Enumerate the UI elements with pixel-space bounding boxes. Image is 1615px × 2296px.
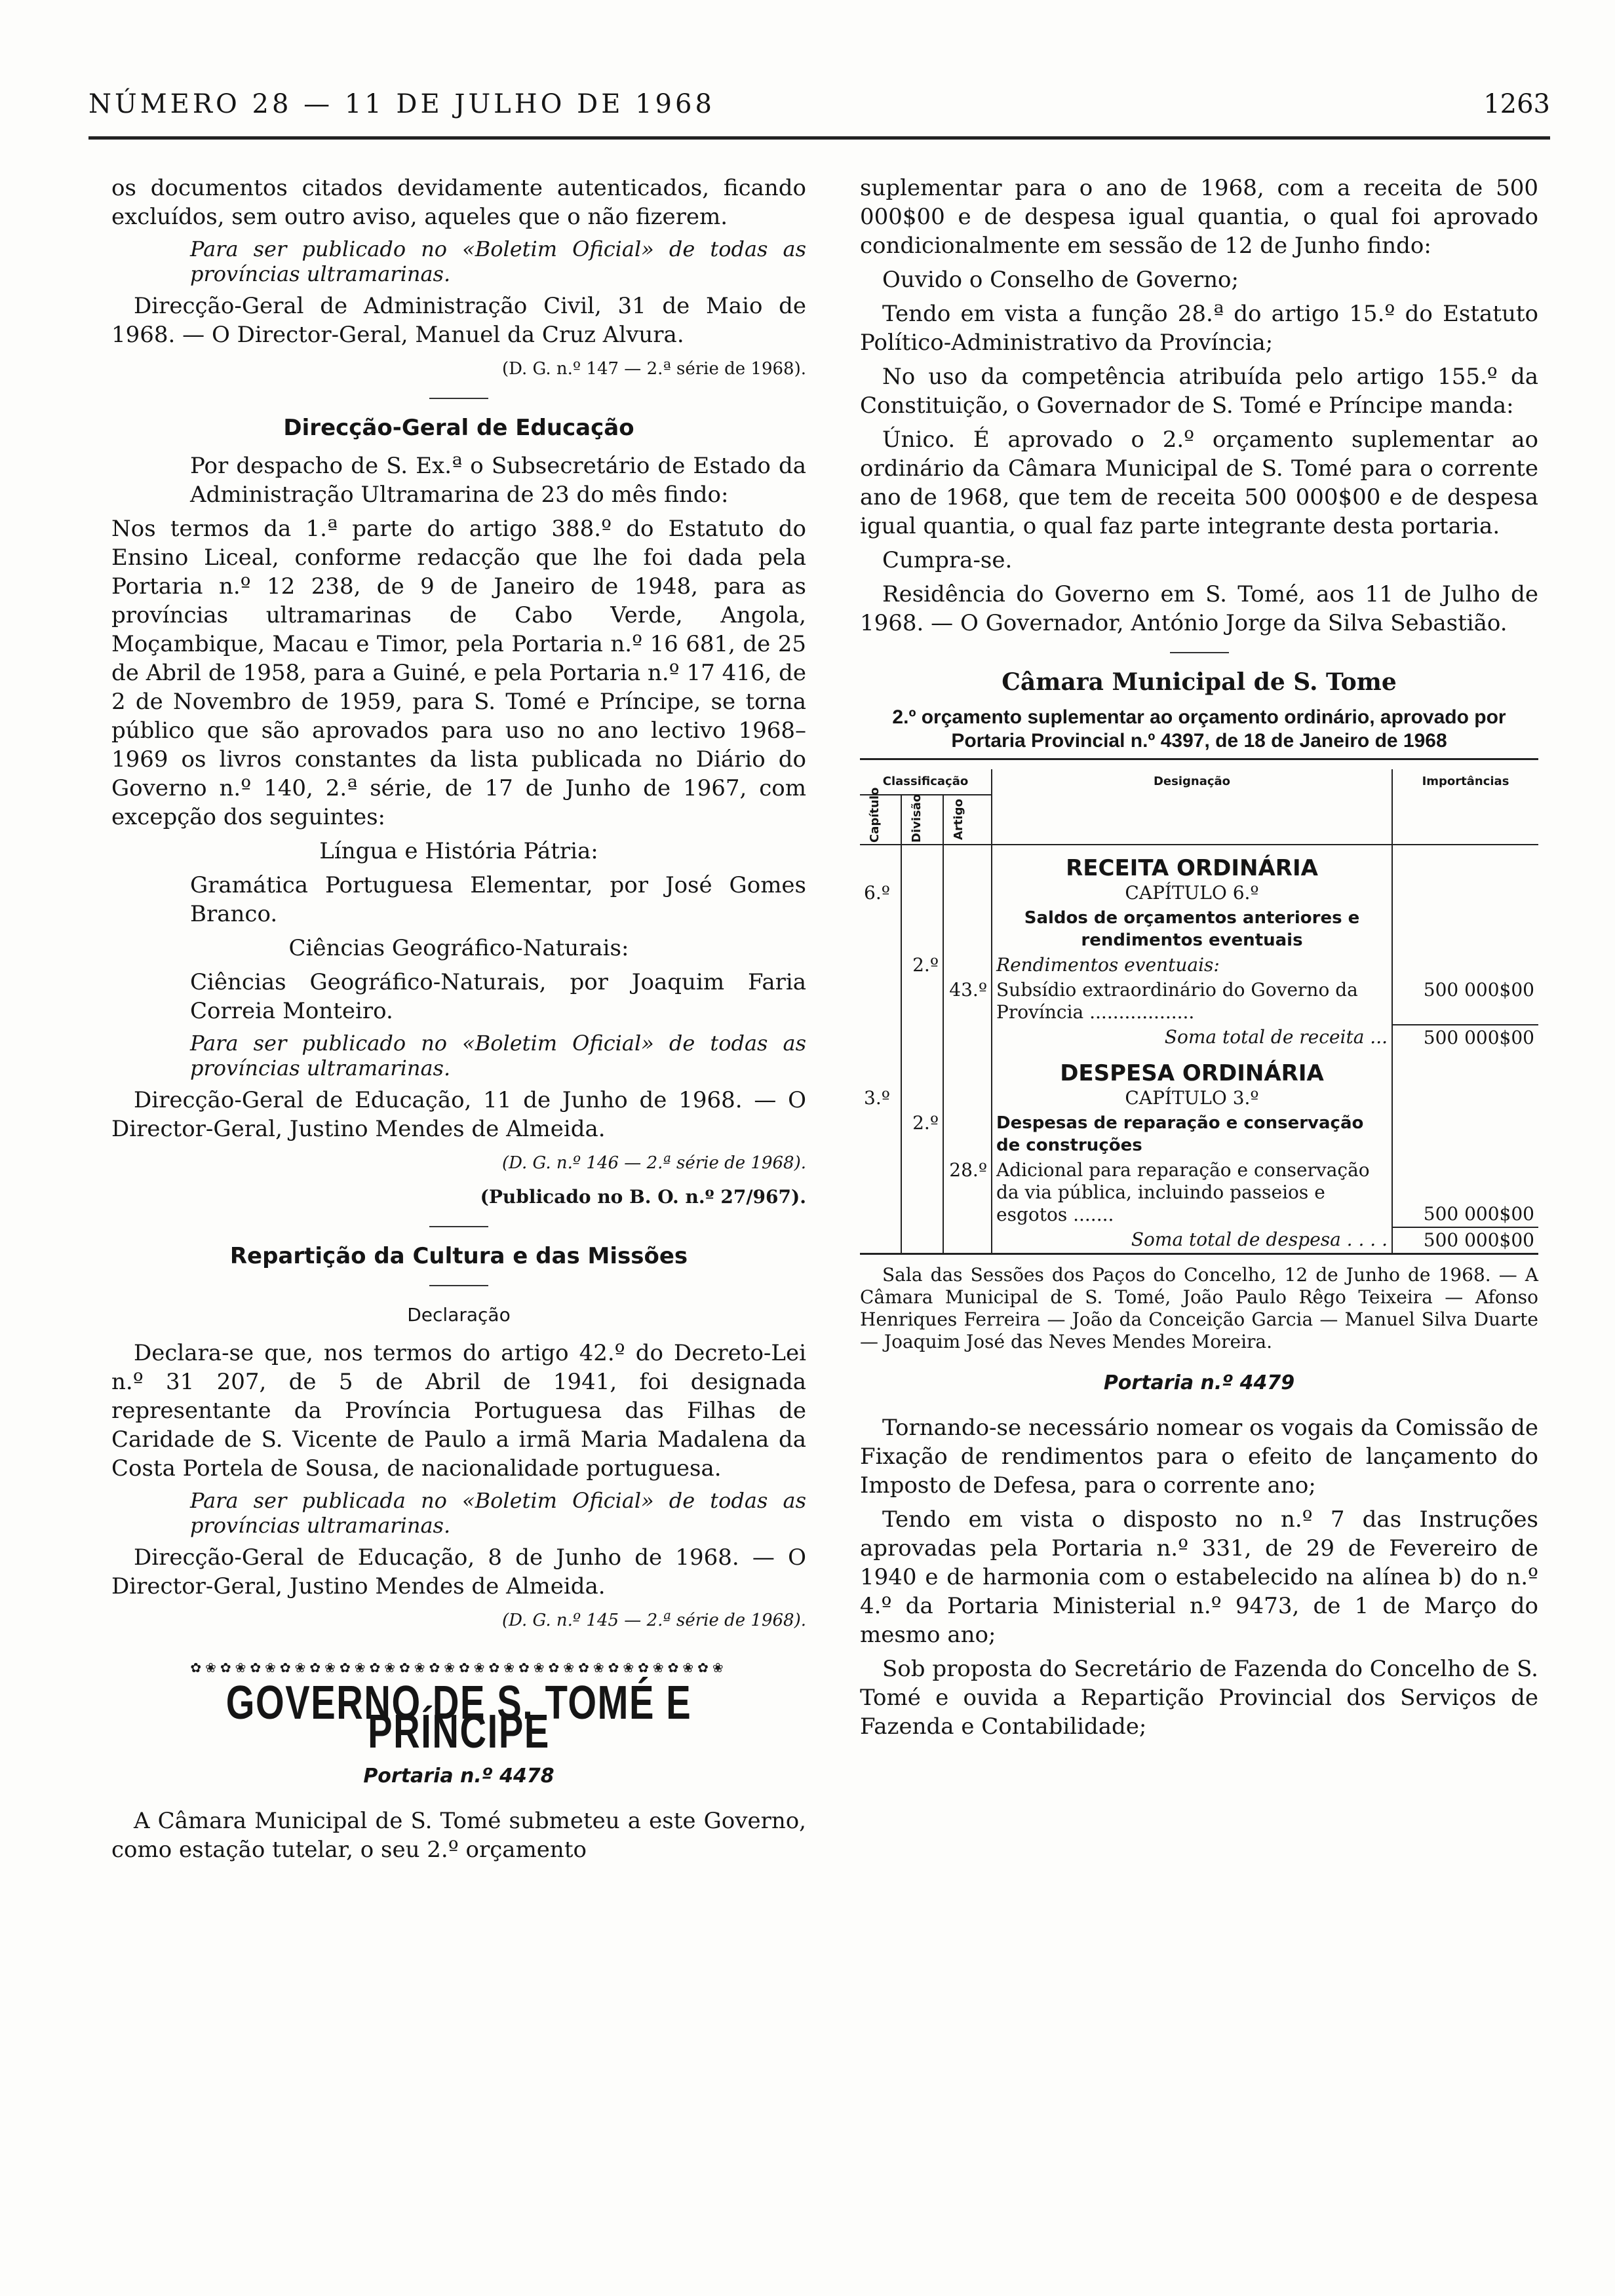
header-designacao: Designação	[992, 769, 1392, 845]
article-description: Subsídio extraordinário do Governo da Província ..................	[992, 978, 1392, 1025]
portaria-clause: No uso da competência atribuída pelo artigo 155.º da Constituição, o Governador de S. Tomé e Príncipe manda:	[860, 364, 1538, 419]
header-artigo: Artigo	[952, 799, 965, 841]
subject-heading: Ciências Geográfico-Naturais:	[288, 935, 629, 961]
continued-paragraph: os documentos citados devidamente autenticados, ficando excluídos, sem outro aviso, aqueles que o não fizerem.	[111, 175, 806, 230]
table-row	[860, 845, 1538, 881]
despacho-body: Nos termos da 1.ª parte do artigo 388.º do Estatuto do Ensino Liceal, conforme redacção que lhe foi dada pela Portaria n.º 12 238, de 9 de Janeiro de 1948, para as províncias ultramarinas de Cabo Verde, Angola, Moçambique, Macau e Timor, pela Portaria n.º 16 681, de 25 de Abril de 1958, para a Guiné, e pela Portaria n.º 17 416, de 2 de Novembro de 1959, para S. Tomé e Príncipe, se torna público que são aprovados para uso no ano lectivo 1968–1969 os livros constantes da lista publicada no Diário do Governo n.º 140, 2.ª série, de 17 de Junho de 1967, com excepção dos seguintes:	[111, 516, 806, 830]
receita-total-label: Soma total de receita ...	[992, 1025, 1392, 1050]
despesa-total-amount: 500 000$00	[1392, 1227, 1538, 1253]
reference-published: (Publicado no B. O. n.º 27/967).	[480, 1186, 806, 1208]
right-column	[860, 174, 1538, 1746]
portaria-clause: Ouvido o Conselho de Governo;	[882, 267, 1239, 293]
table-row	[860, 1050, 1538, 1086]
header-divisao: Divisão	[910, 794, 924, 843]
book-entry: Ciências Geográfico-Naturais, por Joaquim Faria Correia Monteiro.	[190, 969, 806, 1024]
book-entry: Gramática Portuguesa Elementar, por José Gomes Branco.	[190, 872, 806, 927]
declaracao-body: Declara-se que, nos termos do artigo 42.º do Decreto-Lei n.º 31 207, de 5 de Abril de 1941, foi designada representante da Província Portuguesa das Filhas de Caridade de S. Vicente de Paulo a irmã Maria Madalena da Costa Portela de Sousa, de nacionalidade portuguesa.	[111, 1340, 806, 1482]
table-row	[860, 1025, 1538, 1050]
publication-note: Para ser publicado no «Boletim Oficial» de todas as províncias ultramarinas.	[190, 237, 806, 286]
div-number: 2.º	[901, 1111, 943, 1158]
ornamental-separator: ✿❀✿❀✿❀✿❀✿❀✿❀✿❀✿❀✿❀✿❀✿❀✿❀✿❀✿❀✿❀✿❀✿❀✿❀	[190, 1660, 728, 1675]
portaria-unico: Único. É aprovado o 2.º orçamento suplementar ao ordinário da Câmara Municipal de S. Tomé para o corrente ano de 1968, que tem de receita 500 000$00 e de despesa igual quantia, o qual faz parte integrante desta portaria.	[860, 427, 1538, 539]
portaria-4478-title: Portaria n.º 4478	[363, 1765, 555, 1788]
despesa-heading: DESPESA ORDINÁRIA	[992, 1050, 1392, 1086]
header-importancias: Importâncias	[1392, 769, 1538, 845]
portaria-4479-clause: Tendo em vista o disposto no n.º 7 das Instruções aprovadas pela Portaria n.º 331, de 29 de Fevereiro de 1940 e de harmonia com o estabelecido na alínea b) do n.º 4.º da Portaria Ministerial n.º 9473, de 1 de Março do mesmo ano;	[860, 1506, 1538, 1648]
header-rule	[88, 136, 1550, 140]
receita-heading: RECEITA ORDINÁRIA	[992, 845, 1392, 881]
portaria-signature: Residência do Governo em S. Tomé, aos 11 de Julho de 1968. — O Governador, António Jorge da Silva Sebastião.	[860, 581, 1538, 636]
reference: (D. G. n.º 147 — 2.ª série de 1968).	[501, 359, 806, 379]
receita-total-amount: 500 000$00	[1392, 1025, 1538, 1050]
declaracao-title: Declaração	[407, 1304, 511, 1326]
subject-heading: Língua e História Pátria:	[319, 838, 598, 864]
reference: (D. G. n.º 146 — 2.ª série de 1968).	[501, 1153, 806, 1173]
header-capitulo: Capítulo	[868, 787, 882, 843]
divider	[429, 1285, 488, 1286]
publication-note: Para ser publicado no «Boletim Oficial» de todas as províncias ultramarinas.	[190, 1031, 806, 1081]
portaria-4479-clause: Sob proposta do Secretário de Fazenda do Concelho de S. Tomé e ouvida a Repartição Provincial dos Serviços de Fazenda e Contabilidade;	[860, 1656, 1538, 1740]
budget-table	[860, 758, 1538, 1255]
publication-note: Para ser publicada no «Boletim Oficial» de todas as províncias ultramarinas.	[190, 1488, 806, 1538]
government-title: GOVERNO DE S. TOMÉ E PRÍNCIPE	[225, 1677, 692, 1758]
signature: Direcção-Geral de Educação, 11 de Junho de 1968. — O Director-Geral, Justino Mendes de Almeida.	[111, 1087, 806, 1142]
signature: Direcção-Geral de Educação, 8 de Junho de 1968. — O Director-Geral, Justino Mendes de Almeida.	[111, 1544, 806, 1599]
article-amount: 500 000$00	[1392, 978, 1538, 1025]
divider	[1170, 652, 1229, 653]
header-classificacao: Classificação	[860, 769, 992, 795]
cap-number: 6.º	[864, 882, 890, 904]
article-amount: 500 000$00	[1392, 1158, 1538, 1227]
table-row	[860, 881, 1538, 906]
portaria-cumpra: Cumpra-se.	[882, 547, 1013, 573]
division-title: Rendimentos eventuais:	[992, 953, 1392, 978]
section-title-educacao: Direcção-Geral de Educação	[283, 415, 634, 441]
despacho-intro: Por despacho de S. Ex.ª o Subsecretário de Estado da Administração Ultramarina de 23 do mês findo:	[190, 453, 806, 508]
portaria-4479-title: Portaria n.º 4479	[1103, 1371, 1295, 1394]
left-column	[111, 174, 806, 1869]
portaria-4479-clause: Tornando-se necessário nomear os vogais da Comissão de Fixação de rendimentos para o efeito de lançamento do Imposto de Defesa, para o corrente ano;	[860, 1415, 1538, 1499]
table-row	[860, 1158, 1538, 1227]
art-number: 28.º	[943, 1158, 992, 1227]
camara-title: Câmara Municipal de S. Tome	[1002, 668, 1397, 696]
sala-sessoes-signature: Sala das Sessões dos Paços do Concelho, 12 de Junho de 1968. — A Câmara Municipal de S. Tomé, João Paulo Rêgo Teixeira — Afonso Henriques Ferreira — João da Conceição Garcia — Manuel Silva Duarte — Joaquim José das Neves Mendes Moreira.	[860, 1264, 1538, 1352]
issue-line: NÚMERO 28 — 11 DE JULHO DE 1968	[88, 89, 715, 119]
table-row	[860, 953, 1538, 978]
table-row	[860, 1111, 1538, 1158]
divider	[429, 1226, 488, 1227]
chapter-title: CAPÍTULO 6.º	[992, 881, 1392, 906]
div-number: 2.º	[901, 953, 943, 978]
art-number: 43.º	[943, 978, 992, 1025]
cap-number: 3.º	[864, 1087, 890, 1109]
portaria-clause: Tendo em vista a função 28.ª do artigo 15.º do Estatuto Político-Administrativo da Província;	[860, 301, 1538, 356]
division-title: Despesas de reparação e conservação de construções	[992, 1111, 1392, 1158]
chapter-title: CAPÍTULO 3.º	[992, 1086, 1392, 1111]
signature: Direcção-Geral de Administração Civil, 31 de Maio de 1968. — O Director-Geral, Manuel da Cruz Alvura.	[111, 293, 806, 348]
table-row	[860, 978, 1538, 1025]
section-title-reparticao: Repartição da Cultura e das Missões	[229, 1243, 688, 1269]
table-row	[860, 1086, 1538, 1111]
despesa-total-label: Soma total de despesa . . . .	[992, 1227, 1392, 1253]
table-row	[860, 1227, 1538, 1253]
portaria-4478-body: A Câmara Municipal de S. Tomé submeteu a este Governo, como estação tutelar, o seu 2.º orçamento	[111, 1808, 806, 1863]
divider	[429, 398, 488, 399]
page-header	[88, 89, 1550, 128]
reference: (D. G. n.º 145 — 2.ª série de 1968).	[501, 1611, 806, 1630]
orcamento-title: 2.º orçamento suplementar ao orçamento ordinário, aprovado por Portaria Provincial n.º 4397, de 18 de Janeiro de 1968	[892, 706, 1506, 752]
table-row	[860, 906, 1538, 953]
budget-table-grid	[860, 769, 1538, 1253]
portaria-4478-continued: suplementar para o ano de 1968, com a receita de 500 000$00 e de despesa igual quantia, o qual foi aprovado condicionalmente em sessão de 12 de Junho findo:	[860, 175, 1538, 259]
page-number: 1263	[1483, 89, 1550, 119]
chapter-description: Saldos de orçamentos anteriores e rendimentos eventuais	[992, 906, 1392, 953]
article-description: Adicional para reparação e conservação da via pública, incluindo passeios e esgotos .......	[992, 1158, 1392, 1227]
